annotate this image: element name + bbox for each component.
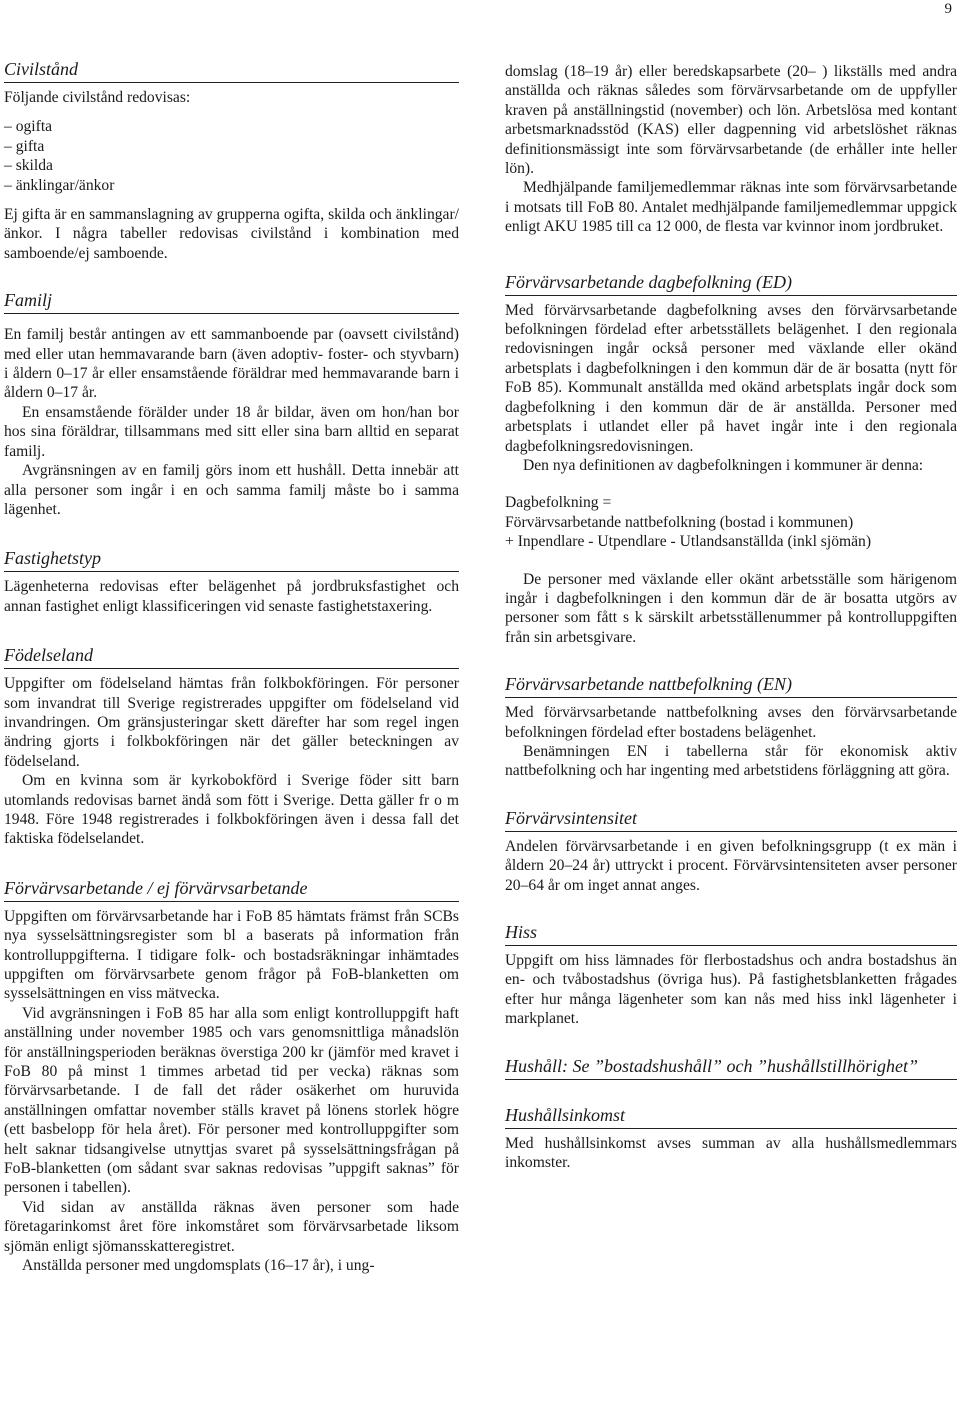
- section-title-fastighetstyp: Fastighetstyp: [4, 547, 459, 572]
- forvarvsarbetande-paragraph-4: Anställda personer med ungdomsplats (16–17 år), i ung-: [22, 1257, 375, 1275]
- section-title-hiss: Hiss: [505, 921, 957, 946]
- right-column: [505, 62, 957, 1172]
- nattbefolkning-paragraph-2: Benämningen EN i tabellerna står för ekonomisk aktiv nattbefolkning och har ingenting med arbetstidens förläggning att göra.: [505, 742, 957, 780]
- list-item: – gifta: [4, 137, 45, 155]
- section-title-hushallsinkomst: Hushållsinkomst: [505, 1104, 957, 1129]
- civilstand-list: [4, 117, 459, 195]
- section-title-fodelseland: Födelseland: [4, 644, 459, 669]
- section-title-forvarvsarbetande: Förvärvsarbetande / ej förvärvsarbetande: [4, 877, 459, 902]
- section-title-hushall-ref: Hushåll: Se ”bostadshushåll” och ”hushållstillhörighet”: [505, 1055, 957, 1080]
- continuation-paragraph-1: domslag (18–19 år) eller beredskapsarbete (20– ) likställs med andra anställda och räknas således som förvärvsarbetande om de uppfyller kraven på anställningstid (november) och lön. Arbetslösa med kontant arbetsmarknadsstöd (KAS) eller dagpenning vid arbetslöshet räknas definitionsmässigt inte som förvärvsarbetande (de erhåller inte heller lön).: [505, 63, 957, 178]
- fastighetstyp-paragraph: Lägenheterna redovisas efter belägenhet på jordbruksfastighet och annan fastighet enligt klassificeringen vid senaste fastighetstaxering.: [4, 578, 459, 615]
- section-hushall-ref: [505, 1055, 957, 1080]
- list-item: – ogifta: [4, 118, 53, 136]
- dagbefolkning-paragraph-1: Med förvärvsarbetande dagbefolkning avses den förvärvsarbetande befolkningen fördelad efter arbetsställets belägenhet. I den regionala redovisningen ingår också personer med växlande eller okänd arbetsplats i dagbefolkningen i den kommun där de är bosatta (nytt för FoB 85). Kommunalt anställda med okänd arbetsplats ingår dock som dagbefolkning i den kommun där de är anställda. Personer med arbetsplats i utlandet eller på havet ingår inte i den regionala dagbefolkningsredovisningen.: [505, 301, 957, 455]
- section-hushallsinkomst: [505, 1104, 957, 1173]
- dagbefolkning-formula-2: Förvärvsarbetande nattbefolkning (bostad i kommunen): [505, 513, 854, 531]
- section-dagbefolkning: [505, 271, 957, 648]
- section-title-familj: Familj: [4, 289, 459, 314]
- section-title-nattbefolkning: Förvärvsarbetande nattbefolkning (EN): [505, 673, 957, 698]
- section-familj: [4, 289, 459, 519]
- dagbefolkning-paragraph-2: Den nya definitionen av dagbefolkningen i kommuner är denna:: [523, 456, 924, 474]
- list-item: – änklingar/änkor: [4, 176, 115, 194]
- section-continuation: [505, 62, 957, 237]
- section-title-intensitet: Förvärvsintensitet: [505, 807, 957, 832]
- section-fastighetstyp: [4, 547, 459, 616]
- dagbefolkning-paragraph-3: De personer med växlande eller okänt arbetsställe som härigenom ingår i dagbefolkningen i den kommun där de är bosatta utgörs av personer som fått s k särskilt arbetsställenummer på kontrolluppgiften från sin arbetsgivare.: [505, 570, 957, 646]
- forvarvsarbetande-paragraph-3: Vid sidan av anställda räknas även personer som hade företagarinkomst året före inkomståret som förvärvsarbetade liksom sjömän enligt sjömansskatteregistret.: [4, 1198, 459, 1255]
- page-number: 9: [944, 1, 952, 17]
- section-hiss: [505, 921, 957, 1029]
- intensitet-paragraph: Andelen förvärvsarbetande i en given befolkningsgrupp (t ex män i åldern 20–24 år) uttryckt i procent. Förvärvsintensiteten avser personer 20–64 år om inget annat anges.: [505, 837, 957, 894]
- hushallsinkomst-paragraph: Med hushållsinkomst avses summan av alla hushållsmedlemmars inkomster.: [505, 1134, 957, 1172]
- left-column: [4, 58, 459, 1276]
- continuation-paragraph-2: Medhjälpande familjemedlemmar räknas inte som förvärvsarbetande i motsats till FoB 80. Antalet medhjälpande familjemedlemmar uppgick enligt AKU 1985 till ca 12 000, de flesta var kvinnor inom jordbruket.: [505, 179, 957, 236]
- section-title-civilstand: Civilstånd: [4, 58, 459, 83]
- dagbefolkning-formula-3: + Inpendlare - Utpendlare - Utlandsanställda (inkl sjömän): [505, 533, 872, 551]
- section-title-dagbefolkning: Förvärvsarbetande dagbefolkning (ED): [505, 271, 957, 296]
- section-forvarvsarbetande: [4, 877, 459, 1276]
- civilstand-intro: Följande civilstånd redovisas:: [4, 89, 191, 106]
- familj-paragraph-1: En familj består antingen av ett sammanboende par (oavsett civilstånd) med eller utan hemmavarande barn (även adoptiv- foster- och styvbarn) i åldern 0–17 år eller ensamstående föräldrar med hemmavarande barn i åldern 0–17 år.: [4, 326, 459, 402]
- fodelseland-paragraph-2: Om en kvinna som är kyrkobokförd i Sverige föder sitt barn utomlands redovisas barnet ändå som fött i Sverige. Detta gäller fr o m 1948. Före 1948 registrerades i folkbokföringen även i dessa fall det faktiska födelselandet.: [4, 772, 459, 848]
- section-civilstand: [4, 58, 459, 263]
- familj-paragraph-2: En ensamstående förälder under 18 år bildar, även om hon/han bor hos sina föräldrar, tillsammans med sitt eller sina barn alltid en separat familj.: [4, 403, 459, 460]
- fodelseland-paragraph-1: Uppgifter om födelseland hämtas från folkbokföringen. För personer som invandrat till Sverige registrerades uppgifter om födelseland vid invandringen. Om gränsjusteringar skett därefter har som regel ingen ändring gjorts i folkbokföringen när det gäller beteckningen av födelseland.: [4, 675, 459, 770]
- section-fodelseland: [4, 644, 459, 849]
- civilstand-paragraph: Ej gifta är en sammanslagning av grupperna ogifta, skilda och änklingar/änkor. I några tabeller redovisas civilstånd i kombination med samboende/ej samboende.: [4, 206, 459, 262]
- nattbefolkning-paragraph-1: Med förvärvsarbetande nattbefolkning avses den förvärvsarbetande befolkningen fördelad efter bostadens belägenhet.: [505, 704, 957, 741]
- dagbefolkning-formula-1: Dagbefolkning =: [505, 494, 612, 512]
- familj-paragraph-3: Avgränsningen av en familj görs inom ett hushåll. Detta innebär att alla personer som ingår i en och samma familj måste bo i samma lägenhet.: [4, 462, 459, 518]
- forvarvsarbetande-paragraph-1: Uppgiften om förvärvsarbetande har i FoB 85 hämtats främst från SCBs nya sysselsättningsregister som bl a baserats på information från kontrolluppgifterna. I tidigare folk- och bostadsräkningar inhämtades uppgiften om förvärvsarbete genom frågor på FoB-blanketten om sysselsättningen en viss mätvecka.: [4, 907, 459, 1003]
- list-item: – skilda: [4, 157, 53, 175]
- section-nattbefolkning: [505, 673, 957, 781]
- section-intensitet: [505, 807, 957, 895]
- forvarvsarbetande-paragraph-2: Vid avgränsningen i FoB 85 har alla som enligt kontrolluppgift haft anställning under november 1985 och vars genomsnittliga månadslön för anställningsperioden beräknas överstiga 200 kr (jämför med kravet i FoB 80 på minst 1 timmes arbetad tid per vecka) räknas som förvärvsarbetande. I de fall det råder osäkerhet om huruvida anställningen omfattar november ställs kravet på lönens storlek högre (ett basbelopp för hela året). För personer med kontrolluppgifter som helt saknar tidsangivelse utnyttjas svaret på sysselsättningsfrågan på FoB-blanketten (om sådant svar saknas redovisas ”uppgift saknas” för personen i tabellen).: [4, 1004, 459, 1197]
- hiss-paragraph: Uppgift om hiss lämnades för flerbostadshus och andra bostadshus än en- och tvåbostadshus (övriga hus). På fastighetsblanketten frågades efter hur många lägenheter som kan nås med hiss inkl lägenheter i markplanet.: [505, 952, 957, 1028]
